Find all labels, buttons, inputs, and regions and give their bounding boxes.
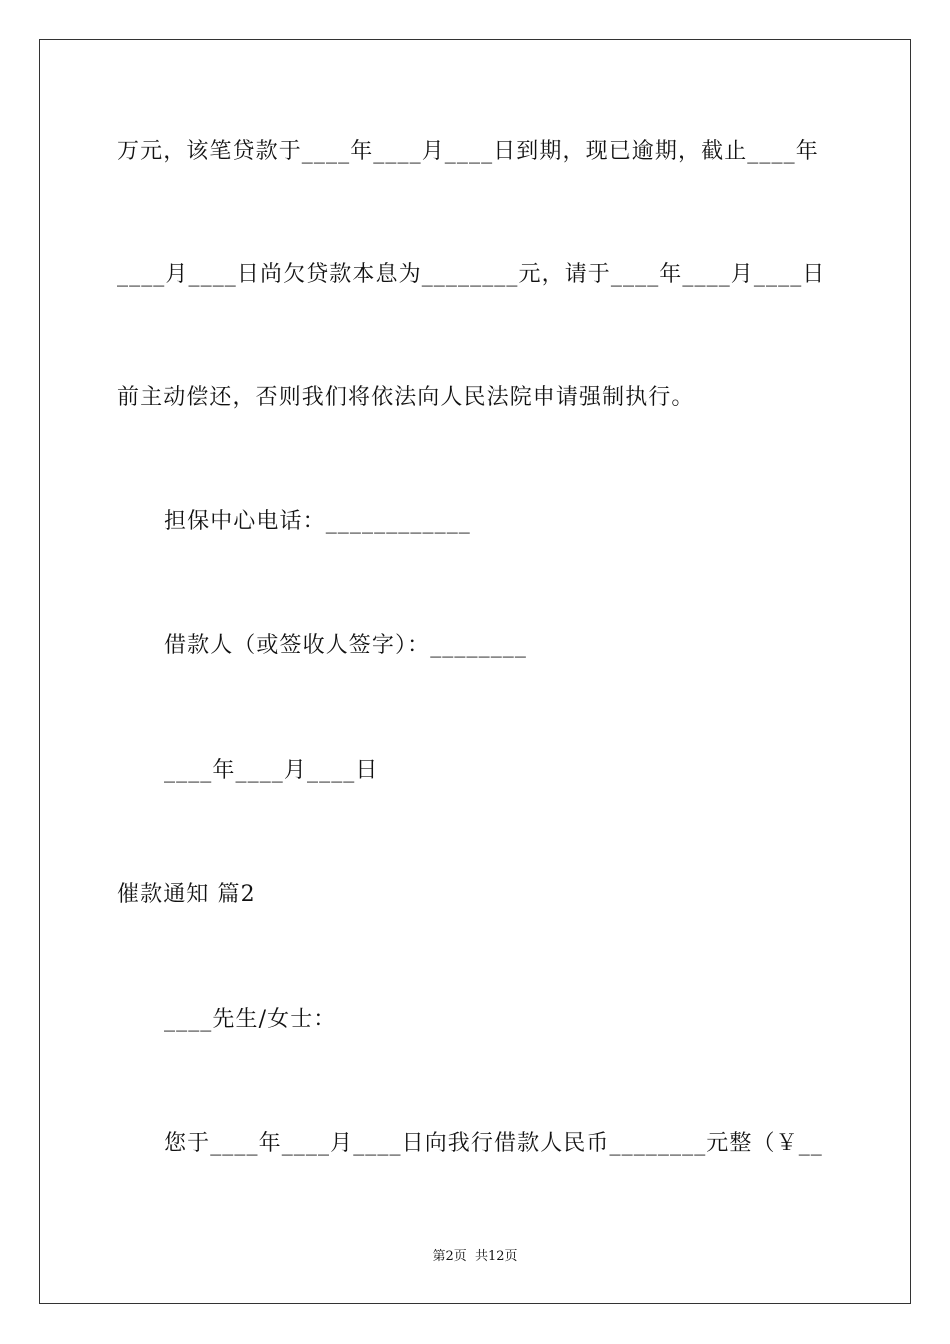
borrower-signature-line: 借款人（或签收人签字）：________ (164, 633, 528, 658)
section-heading: 催款通知 篇2 (117, 882, 256, 907)
body-line-3: 前主动偿还，否则我们将依法向人民法院申请强制执行。 (117, 385, 695, 410)
salutation-line: ____先生/女士： (164, 1007, 337, 1032)
date-line: ____年____月____日 (164, 758, 379, 783)
body-line-2: ____月____日尚欠贷款本息为________元，请于____年____月____日 (117, 262, 826, 287)
guarantee-center-phone-line: 担保中心电话：____________ (164, 509, 471, 534)
body-line-loan-date: 您于____年____月____日向我行借款人民币________元整（￥__ (164, 1131, 823, 1156)
page-number-footer: 第2页 共12页 (432, 1249, 518, 1264)
body-line-1: 万元，该笔贷款于____年____月____日到期，现已逾期，截止____年 (117, 139, 819, 164)
page-border (39, 39, 911, 1304)
